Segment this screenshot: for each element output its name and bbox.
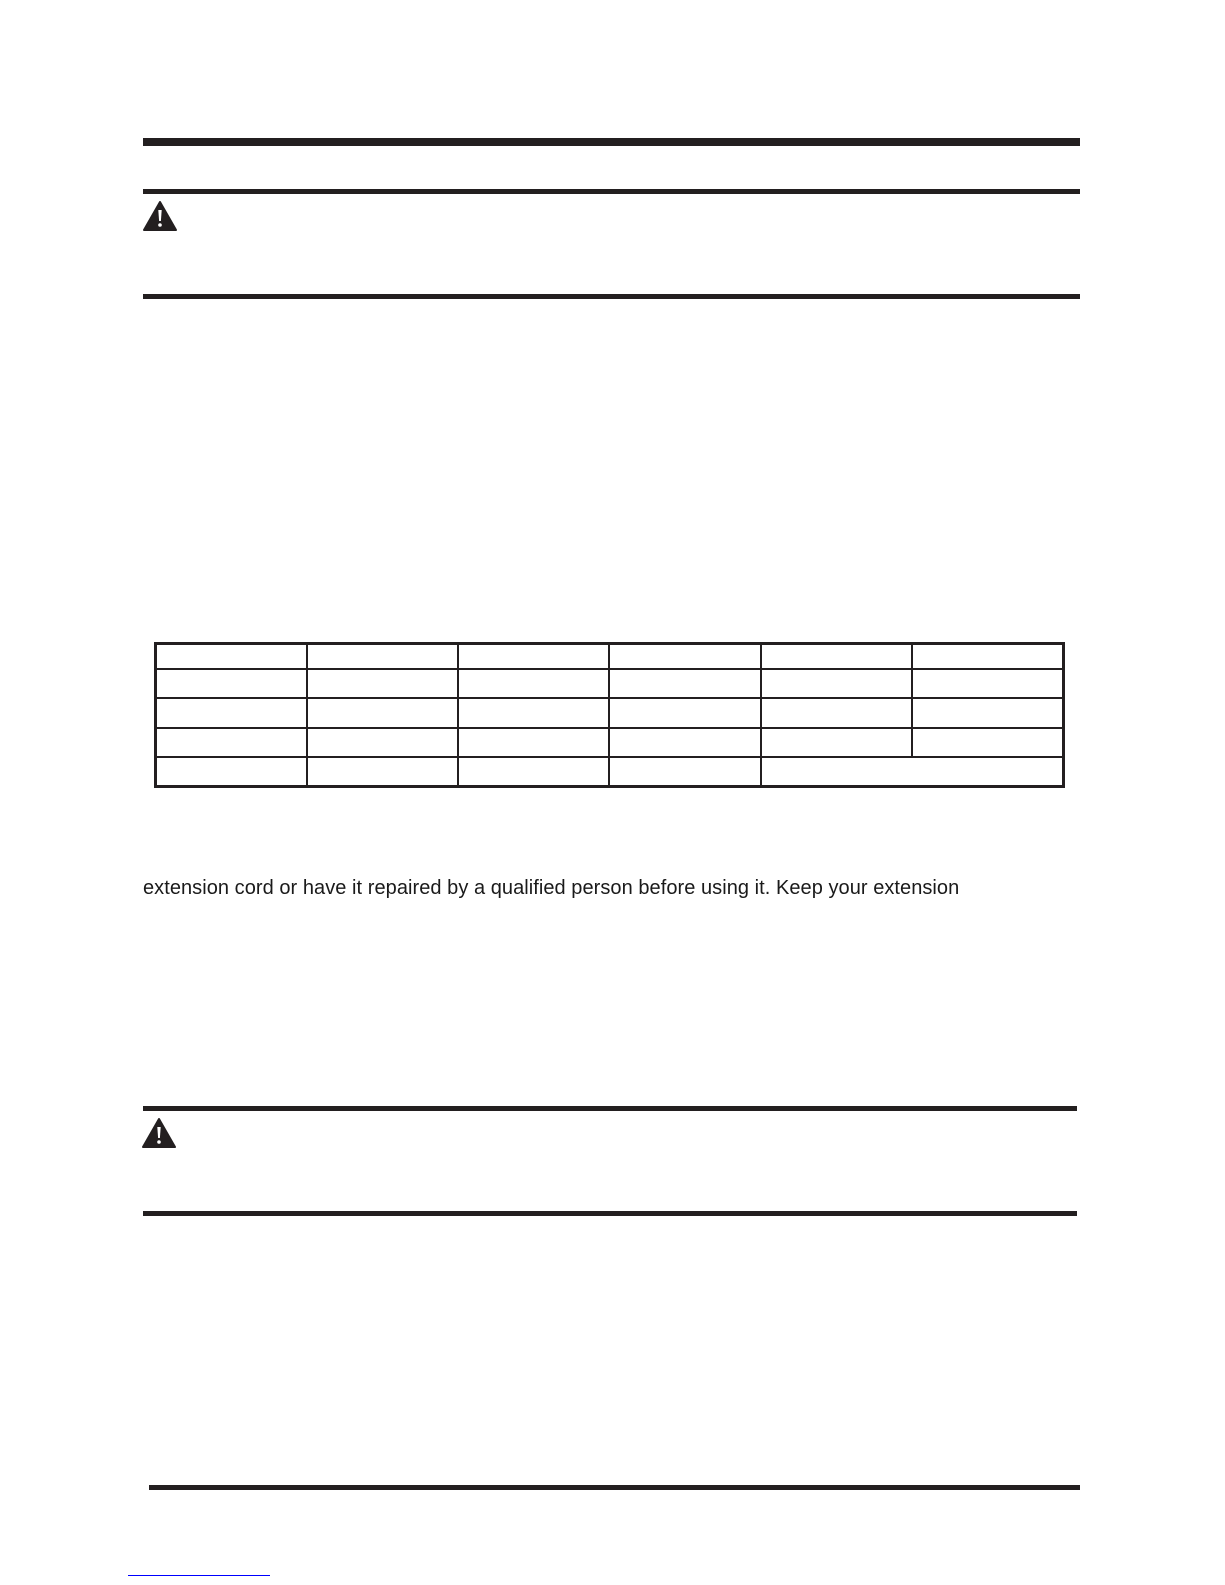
table-cell [307,757,458,787]
table-cell [912,669,1063,698]
table-row [156,698,1064,727]
warning-box-top-rule [143,1106,1077,1111]
warning-box-bottom-rule [143,1211,1077,1216]
table-cell [609,757,760,787]
table-cell [761,728,912,757]
table-cell [761,669,912,698]
warning-box-top-rule [143,189,1080,194]
table-cell [458,644,609,670]
table-cell [912,728,1063,757]
table-cell [307,669,458,698]
table-cell [912,698,1063,727]
table-cell [458,669,609,698]
table-cell [609,728,760,757]
table-cell [156,757,307,787]
table-cell [307,644,458,670]
table-cell [458,757,609,787]
table-cell [156,698,307,727]
warning-triangle-icon [142,200,178,232]
table-cell [609,669,760,698]
footer-link[interactable] [128,1575,270,1576]
table-cell [609,644,760,670]
table-cell [307,698,458,727]
table-header-row [156,644,1064,670]
table-row [156,757,1064,787]
body-text-line: extension cord or have it repaired by a qualified person before using it. Keep your extension [143,877,960,899]
table-cell [761,698,912,727]
extension-cord-table [154,642,1065,788]
warning-triangle-icon [141,1117,177,1149]
footer-bar [149,1485,1080,1490]
section-header-bar [143,138,1080,146]
table-cell [156,728,307,757]
table-cell [307,728,458,757]
table-cell [609,698,760,727]
table-row [156,728,1064,757]
table-cell [458,698,609,727]
table-row [156,669,1064,698]
table-cell [458,728,609,757]
table-cell [156,669,307,698]
warning-box-bottom-rule [143,294,1080,299]
table-cell-merged [761,757,1064,787]
table-cell [912,644,1063,670]
table-cell [156,644,307,670]
table-cell [761,644,912,670]
